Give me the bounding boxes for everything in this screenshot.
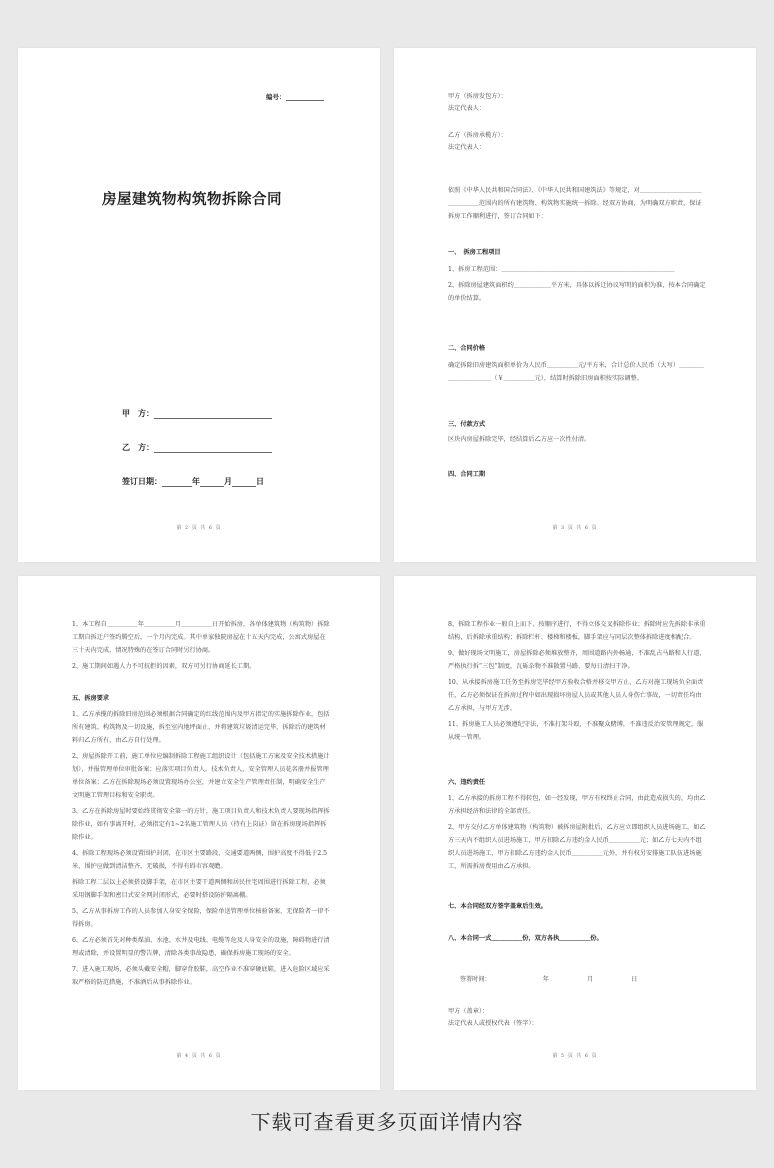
requirement-10: 10、从承接拆房施工任务至拆房完毕经甲方验收合格并移交甲方止，乙方对施工现场负全面责任，乙方必须保证在拆房过程中如出现损坏房屋人员或其他人员人身伤亡事故，一切责任均由乙方承担，与甲方无涉。 xyxy=(448,679,704,712)
section-4 xyxy=(448,470,706,479)
page-footer: 第 4 页 共 6 页 xyxy=(176,1053,222,1059)
contract-number-field xyxy=(266,92,324,101)
page-footer: 第 5 页 共 6 页 xyxy=(552,1053,598,1059)
month-label: 月 xyxy=(224,477,232,486)
requirement-4-detail: 拆除工程二层以上必须搭设脚手架，在市区主要干道两侧和居民住宅周围进行拆除工程，必须采用钢脚手架和密目式安全网封闭形式，必要时搭设防护隔离棚。 xyxy=(72,879,326,899)
section-5 xyxy=(72,694,330,992)
party-a-rep-sign-line: 法定代表人或授权代表（签字）： xyxy=(448,1020,538,1027)
requirement-8: 8、拆除工程作业一般自上而下、按顺序进行，不得立体交叉拆除作业；拆除时应先拆除非承重结构，后拆除承重结构；拆除栏杆、楼梯和楼板，脚手架应与同层次整体拆除进度相配合。 xyxy=(448,621,706,641)
document-page-2 xyxy=(18,48,380,562)
section-2-heading: 二、合同价格 xyxy=(448,345,486,352)
contract-number-label: 编号： xyxy=(266,93,286,101)
sign-year-label: 年 xyxy=(542,976,549,983)
document-page-3 xyxy=(394,48,756,562)
sign-time-line xyxy=(448,966,706,993)
section-6-heading: 六、违约责任 xyxy=(448,779,486,786)
section-3-text: 区块内房屋拆除完毕，经结算后乙方应一次性付清。 xyxy=(448,436,591,443)
requirement-9: 9、做好现场文明施工，房屋拆除必须堆放整齐，周围道路内外畅通，不准乱占马路和人行道，严格执行拆“三包”制度，瓦砾杂物不准散置马路，要每日清扫干净。 xyxy=(448,650,706,670)
year-label: 年 xyxy=(192,477,200,486)
section-2-text: 确定拆除旧房建筑面积单价为人民币＿＿＿＿＿元/平方米，合计总价人民币（大写）＿＿＿＿＿＿＿＿＿＿＿（￥＿＿＿＿＿元），结算时拆除旧房面积按实际调整。 xyxy=(448,362,704,382)
party-a-seal-line: 甲方（盖章）： xyxy=(448,1008,489,1015)
requirement-1: 1、乙方承揽的拆除旧房范围必须根据合同确定的红线范围内及甲方指定的实施拆除作业，包括所有建筑、构筑物及一切设施，拆至室内地坪面止，并将建筑垃圾清运完毕，拆除后的建筑材料归乙方所有，由乙方自行处理。 xyxy=(72,711,330,744)
schedule-clause-2: 2、施工期间如遇人力不可抗拒的因素，双方可另行协商延长工期。 xyxy=(72,663,256,670)
section-4-heading: 四、合同工期 xyxy=(448,471,486,478)
breach-clause-2: 2、甲方交付乙方单体建筑物（构筑物）被拆房屋附批后，乙方应立即组织人员进场施工，如乙方三天内不组织人员进场施工，甲方扣除乙方违约金人民币＿＿＿＿＿元；如乙方七天内不组织人员进场施工，甲方扣除乙方违约金人民币＿＿＿＿＿元外，并有权另安排施工队伍进场施工，所需拆房费用由乙方承担。 xyxy=(448,824,706,870)
intro-paragraph: 依照《中华人民共和国合同法》、《中华人民共和国建筑法》等规定，对＿＿＿＿＿＿＿＿＿＿＿＿＿＿＿范围内的所有建筑物、构筑物实施统一拆除。经双方协商，为明确双方职责，保证拆房工作顺利进行，签订合同如下： xyxy=(448,187,702,220)
party-a-line: 甲方（拆房发包方）： xyxy=(448,93,507,100)
download-caption: 下载可查看更多页面详情内容 xyxy=(250,1110,524,1134)
day-label: 日 xyxy=(256,477,264,486)
section-5-heading: 五、拆房要求 xyxy=(72,695,110,702)
page-footer: 第 3 页 共 6 页 xyxy=(552,525,598,531)
section-1 xyxy=(448,248,706,308)
signing-block xyxy=(448,966,706,1031)
requirement-11: 11、拆房施工人员必须遵纪守法，不准打架斗殴，不准聚众赌博，不准违反治安管理规定，服从统一管理。 xyxy=(448,721,704,741)
section-7-text: 七、本合同经双方签字盖章后生效。 xyxy=(448,903,547,910)
requirement-5: 5、乙方从事拆房工作的人员参加人身安全保险，保险单送管理单位核验备案，无保险者一律不得拆房。 xyxy=(72,908,330,928)
contract-intro xyxy=(448,184,706,226)
section-6 xyxy=(448,778,706,876)
sign-date-field xyxy=(122,476,264,487)
requirement-7: 7、进入施工现场，必须头戴安全帽，脚穿背胶鞋，高空作业不准穿硬底鞋，进入危险区域应采取严格的防范措施，不准酒后从事拆除作业。 xyxy=(72,966,330,986)
party-a-label: 甲 方： xyxy=(122,409,154,418)
requirement-2: 2、房屋拆除开工前，施工单位应编制拆除工程施工组织设计（包括施工方案及安全技术措施计划），并报管理单位审批备案；应落实项目负责人，技术负责人，安全管理人员花名册并报管理单位备案；乙方在拆除现场必须设置现场办公室，并建立安全生产管理责任制，明确安全生产文明施工管理目标和安全职责。 xyxy=(72,753,330,799)
party-a-rep-line: 法定代表人： xyxy=(448,105,486,112)
contract-title: 房屋建筑物构筑物拆除合同 xyxy=(102,192,282,208)
requirements-continued xyxy=(448,618,706,747)
section-8 xyxy=(448,934,706,943)
sign-time-label: 签署时间： xyxy=(459,976,491,983)
section-8-text: 八、本合同一式＿＿＿＿＿份，双方各执＿＿＿＿＿份。 xyxy=(448,935,603,942)
requirement-3: 3、乙方在拆除房屋时要始终贯彻安全第一的方针，施工项目负责人和技术负责人要现场指挥拆除作业，如有事离开时，必须指定有1~2名施工管理人员（持有上岗证）留在拆房现场指挥拆除作业。 xyxy=(72,808,330,841)
schedule-clause-1: 1、本工程自＿＿＿＿＿年＿＿＿＿＿月＿＿＿＿＿日开始拆房，各单体建筑物（构筑物）拆除工期自拆迁户签约腾空后，一个月内完成。其中单家独院房屋在十五天内完成，公寓式房屋在三十天内完成，情况特殊的在签订合同时另行协商。 xyxy=(72,621,330,654)
parties-block xyxy=(448,92,706,155)
section-3 xyxy=(448,420,706,447)
requirement-6: 6、乙方必须首先对种类煤油、水池、水井及电线、电缆等危及人身安全的设施，障碍物进行清理或清除，并设置明显的警告牌，清除各类事故隐患，确保拆房施工现场的安全。 xyxy=(72,937,330,957)
document-page-5 xyxy=(394,576,756,1090)
section-1-item-1: 1、拆房工程范围：＿＿＿＿＿＿＿＿＿＿＿＿＿＿＿＿＿＿＿＿＿＿＿＿＿＿＿＿ xyxy=(448,266,675,273)
section-1-heading: 一、 拆房工程项目 xyxy=(448,249,501,256)
breach-clause-1: 1、乙方承接的拆房工程不得转包，如一经发现，甲方有权终止合同，由此造成损失的，均由乙方承担经济和法律的全部责任。 xyxy=(448,795,706,815)
party-b-rep-line: 法定代表人： xyxy=(448,144,486,151)
sign-month-label: 月 xyxy=(586,976,594,983)
party-b-label: 乙 方： xyxy=(122,443,154,452)
document-page-4 xyxy=(18,576,380,1090)
section-3-heading: 三、付款方式 xyxy=(448,421,486,428)
schedule-clauses xyxy=(72,618,330,676)
section-2 xyxy=(448,344,706,388)
sign-date-label: 签订日期： xyxy=(122,477,162,486)
party-a-field xyxy=(122,408,272,419)
party-b-field xyxy=(122,442,272,453)
requirement-4: 4、拆除工程现场必须设置围护封闭，在市区主要路段、交通要道两侧，围护高度不得低于2.5米，围护应做到清洁整齐、无破损，不得有碍市容观瞻。 xyxy=(72,850,328,870)
section-7 xyxy=(448,902,706,911)
sign-day-label: 日 xyxy=(631,976,638,983)
party-b-line: 乙方（拆房承揽方）： xyxy=(448,132,507,139)
section-1-item-2: 2、拆除房屋建筑面积约＿＿＿＿＿＿平方米，具体以拆迁协议写明的面积为准，按本合同确定的单价结算。 xyxy=(448,282,706,302)
page-footer: 第 2 页 共 6 页 xyxy=(176,525,222,531)
